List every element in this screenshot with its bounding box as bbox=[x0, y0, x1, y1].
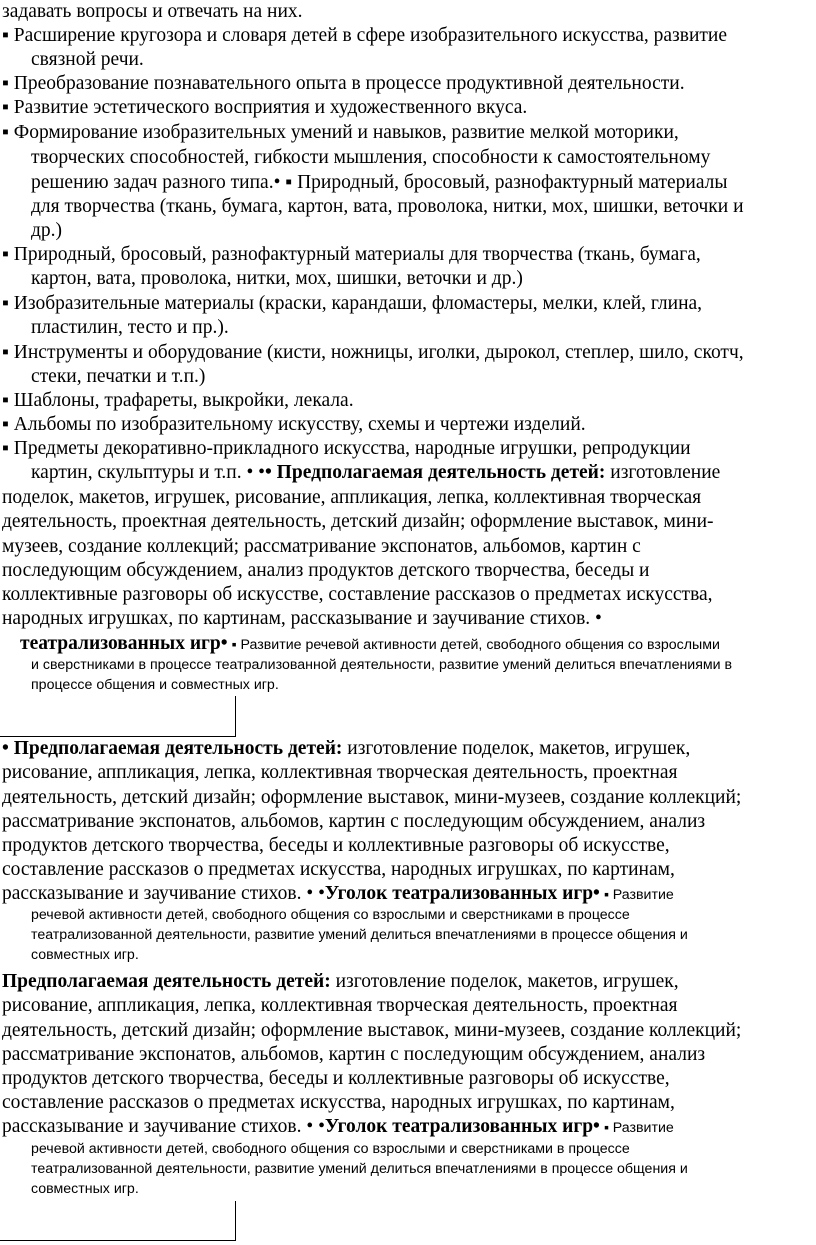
list-item: ▪ Альбомы по изобразительному искусству, схемы и чертежи изделий. bbox=[2, 414, 586, 435]
divider bbox=[235, 1201, 236, 1241]
text-run: изготовление поделок, макетов, игрушек, bbox=[330, 971, 679, 992]
text-line: и сверстниками в процессе театрализованной деятельности, развитие умений делиться впечатлениями в bbox=[31, 657, 733, 673]
text-line: решению задач разного типа.• ▪ Природный, бросовый, разнофактурный материалы bbox=[31, 172, 728, 193]
list-item: ▪ Преобразование познавательного опыта в процессе продуктивной деятельности. bbox=[2, 73, 685, 94]
mixed-line bbox=[2, 882, 674, 907]
text-run: изготовление bbox=[605, 462, 721, 483]
text-line: стеки, печатки и т.п.) bbox=[31, 366, 206, 387]
divider bbox=[235, 696, 236, 737]
text-line: совместных игр. bbox=[31, 947, 139, 963]
text-line: рассматривание экспонатов, альбомов, картин с последующим обсуждением, анализ bbox=[2, 1044, 706, 1065]
text-line: составление рассказов о предметах искусства, народных игрушках, по картинам, bbox=[2, 1092, 675, 1113]
text-line: творческих способностей, гибкости мышления, способности к самостоятельному bbox=[31, 147, 711, 168]
text-line: деятельность, проектная деятельность, детский дизайн; оформление выставок, мини- bbox=[2, 511, 714, 532]
heading-bold: • Предполагаемая деятельность детей: bbox=[264, 462, 606, 483]
mixed-line bbox=[20, 632, 720, 657]
text-line: рисование, аппликация, лепка, коллективная творческая деятельность, проектная bbox=[2, 762, 678, 783]
text-line: связной речи. bbox=[31, 49, 144, 70]
text-run: ▪ Развитие bbox=[599, 1120, 674, 1136]
text-line: народных игрушках, по картинам, рассказывание и заучивание стихов. • bbox=[2, 608, 602, 629]
list-item: ▪ Инструменты и оборудование (кисти, ножницы, иголки, дырокол, степлер, шило, скотч, bbox=[2, 342, 744, 363]
text-line: театрализованной деятельности, развитие умений делиться впечатлениями в процессе общения и bbox=[31, 927, 688, 943]
text-line: продуктов детского творчества, беседы и коллективные разговоры об искусстве, bbox=[2, 835, 670, 856]
list-item: ▪ Развитие эстетического восприятия и художественного вкуса. bbox=[2, 97, 528, 118]
mixed-line bbox=[2, 970, 679, 995]
heading-bold: театрализованных игр• bbox=[20, 633, 228, 654]
list-item: ▪ Формирование изобразительных умений и навыков, развитие мелкой моторики, bbox=[2, 122, 679, 143]
heading-bold: Уголок театрализованных игр• bbox=[324, 1116, 600, 1137]
heading-bold: Уголок театрализованных игр• bbox=[324, 883, 600, 904]
text-line: деятельность, детский дизайн; оформление выставок, мини-музеев, создание коллекций; bbox=[2, 1020, 742, 1041]
text-line: пластилин, тесто и пр.). bbox=[31, 317, 229, 338]
text-line: задавать вопросы и отвечать на них. bbox=[2, 1, 303, 22]
text-line: др.) bbox=[31, 220, 63, 241]
list-item: ▪ Изобразительные материалы (краски, карандаши, фломастеры, мелки, клей, глина, bbox=[2, 293, 703, 314]
text-line: для творчества (ткань, бумага, картон, вата, проволока, нитки, мох, шишки, веточки и bbox=[31, 196, 744, 217]
text-line: последующим обсуждением, анализ продуктов детского творчества, беседы и bbox=[2, 560, 650, 581]
text-line: речевой активности детей, свободного общения со взрослыми и сверстниками в процессе bbox=[31, 907, 630, 923]
text-line: поделок, макетов, игрушек, рисование, аппликация, лепка, коллективная творческая bbox=[2, 487, 702, 508]
list-item: ▪ Расширение кругозора и словаря детей в сфере изобразительного искусства, развитие bbox=[2, 25, 728, 46]
divider bbox=[0, 1240, 236, 1241]
list-item: ▪ Предметы декоративно-прикладного искусства, народные игрушки, репродукции bbox=[2, 438, 691, 459]
text-line: деятельность, детский дизайн; оформление выставок, мини-музеев, создание коллекций; bbox=[2, 787, 742, 808]
mixed-line bbox=[2, 737, 690, 762]
text-run: изготовление поделок, макетов, игрушек, bbox=[342, 738, 691, 759]
text-line: театрализованной деятельности, развитие умений делиться впечатлениями в процессе общения и bbox=[31, 1161, 688, 1177]
text-run: рассказывание и заучивание стихов. • • bbox=[2, 883, 325, 904]
text-line: процессе общения и совместных игр. bbox=[31, 677, 279, 693]
text-line: составление рассказов о предметах искусства, народных игрушках, по картинам, bbox=[2, 859, 675, 880]
text-run: рассказывание и заучивание стихов. • • bbox=[2, 1116, 325, 1137]
heading-bold: Предполагаемая деятельность детей: bbox=[2, 971, 331, 992]
text-run: картин, скульптуры и т.п. • • bbox=[31, 462, 265, 483]
text-line: музеев, создание коллекций; рассматривание экспонатов, альбомов, картин с bbox=[2, 536, 641, 557]
mixed-line bbox=[31, 461, 720, 486]
heading-bold: • Предполагаемая деятельность детей: bbox=[2, 738, 343, 759]
text-run: ▪ Развитие речевой активности детей, свободного общения со взрослыми bbox=[227, 637, 720, 653]
text-line: речевой активности детей, свободного общения со взрослыми и сверстниками в процессе bbox=[31, 1141, 630, 1157]
text-line: картон, вата, проволока, нитки, мох, шишки, веточки и др.) bbox=[31, 268, 523, 289]
text-line: рисование, аппликация, лепка, коллективная творческая деятельность, проектная bbox=[2, 995, 678, 1016]
text-run: ▪ Развитие bbox=[599, 887, 674, 903]
text-line: коллективные разговоры об искусстве, составление рассказов о предметах искусства, bbox=[2, 584, 713, 605]
mixed-line bbox=[2, 1115, 674, 1140]
list-item: ▪ Природный, бросовый, разнофактурный материалы для творчества (ткань, бумага, bbox=[2, 244, 701, 265]
text-line: совместных игр. bbox=[31, 1181, 139, 1197]
text-line: продуктов детского творчества, беседы и коллективные разговоры об искусстве, bbox=[2, 1068, 670, 1089]
text-line: рассматривание экспонатов, альбомов, картин с последующим обсуждением, анализ bbox=[2, 811, 706, 832]
list-item: ▪ Шаблоны, трафареты, выкройки, лекала. bbox=[2, 390, 354, 411]
